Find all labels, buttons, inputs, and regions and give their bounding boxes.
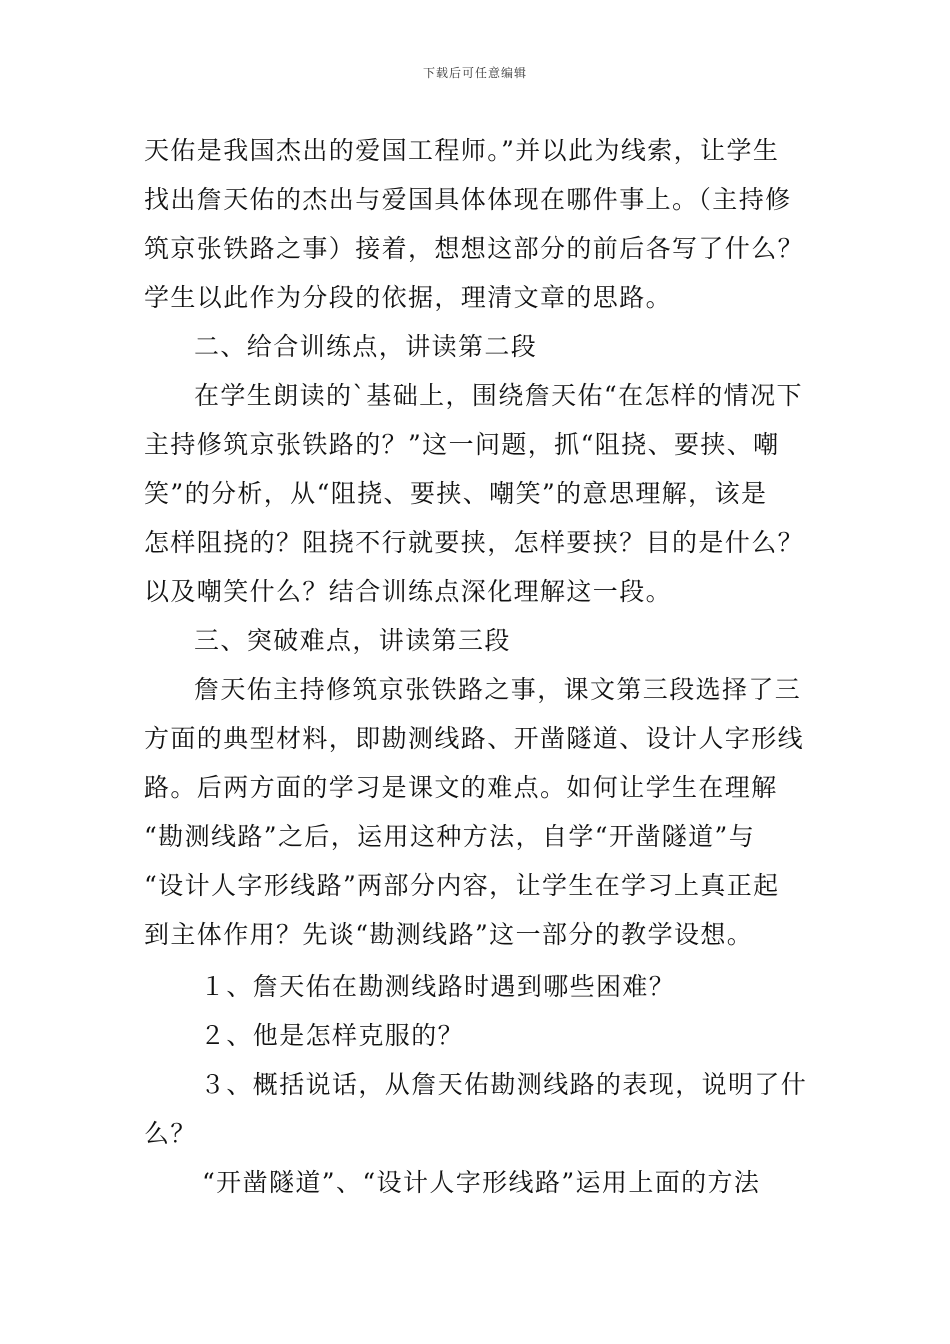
text-line: “开凿隧道”、“设计人字形线路”运用上面的方法 xyxy=(202,1168,761,1197)
numbered-item-1: １、詹天佑在勘测线路时遇到哪些困难？ xyxy=(200,972,676,1001)
numbered-item-3: ３、概括说话，从詹天佑勘测线路的表现，说明了什 xyxy=(200,1070,808,1099)
text-line: 以及嘲笑什么？结合训练点深化理解这一段。 xyxy=(144,577,673,606)
text-line: 路。后两方面的学习是课文的难点。如何让学生在理解 xyxy=(144,773,778,802)
text-line: 学生以此作为分段的依据，理清文章的思路。 xyxy=(144,283,673,312)
numbered-item-2: ２、他是怎样克服的？ xyxy=(200,1021,465,1050)
text-line: 詹天佑主持修筑京张铁路之事，课文第三段选择了三 xyxy=(194,675,802,704)
text-line: 在学生朗读的`基础上，围绕詹天佑“在怎样的情况下 xyxy=(194,381,803,410)
text-line: 笑”的分析，从“阻挠、要挟、嘲笑”的意思理解，该是 xyxy=(144,479,768,508)
text-line: 方面的典型材料，即勘测线路、开凿隧道、设计人字形线 xyxy=(144,724,805,753)
section-heading-3: 三、突破难点，讲读第三段 xyxy=(194,626,511,655)
text-line: “勘测线路”之后，运用这种方法，自学“开凿隧道”与 xyxy=(144,822,756,851)
document-body xyxy=(144,126,808,1207)
text-line: 么？ xyxy=(144,1119,197,1148)
text-line: 怎样阻挠的？阻挠不行就要挟，怎样要挟？目的是什么？ xyxy=(144,528,805,557)
text-line: 到主体作用？先谈“勘测线路”这一部分的教学设想。 xyxy=(144,920,754,949)
text-line: 找出詹天佑的杰出与爱国具体体现在哪件事上。（主持修 xyxy=(144,185,792,214)
page-header: 下载后可任意编辑 xyxy=(422,66,527,80)
text-line: 主持修筑京张铁路的？”这一问题，抓“阻挠、要挟、嘲 xyxy=(144,430,780,459)
text-line: 天佑是我国杰出的爱国工程师。”并以此为线索，让学生 xyxy=(144,136,780,165)
text-line: “设计人字形线路”两部分内容，让学生在学习上真正起 xyxy=(144,871,780,900)
text-line: 筑京张铁路之事）接着，想想这部分的前后各写了什么？ xyxy=(144,234,805,263)
section-heading-2: 二、给合训练点，讲读第二段 xyxy=(194,332,538,361)
